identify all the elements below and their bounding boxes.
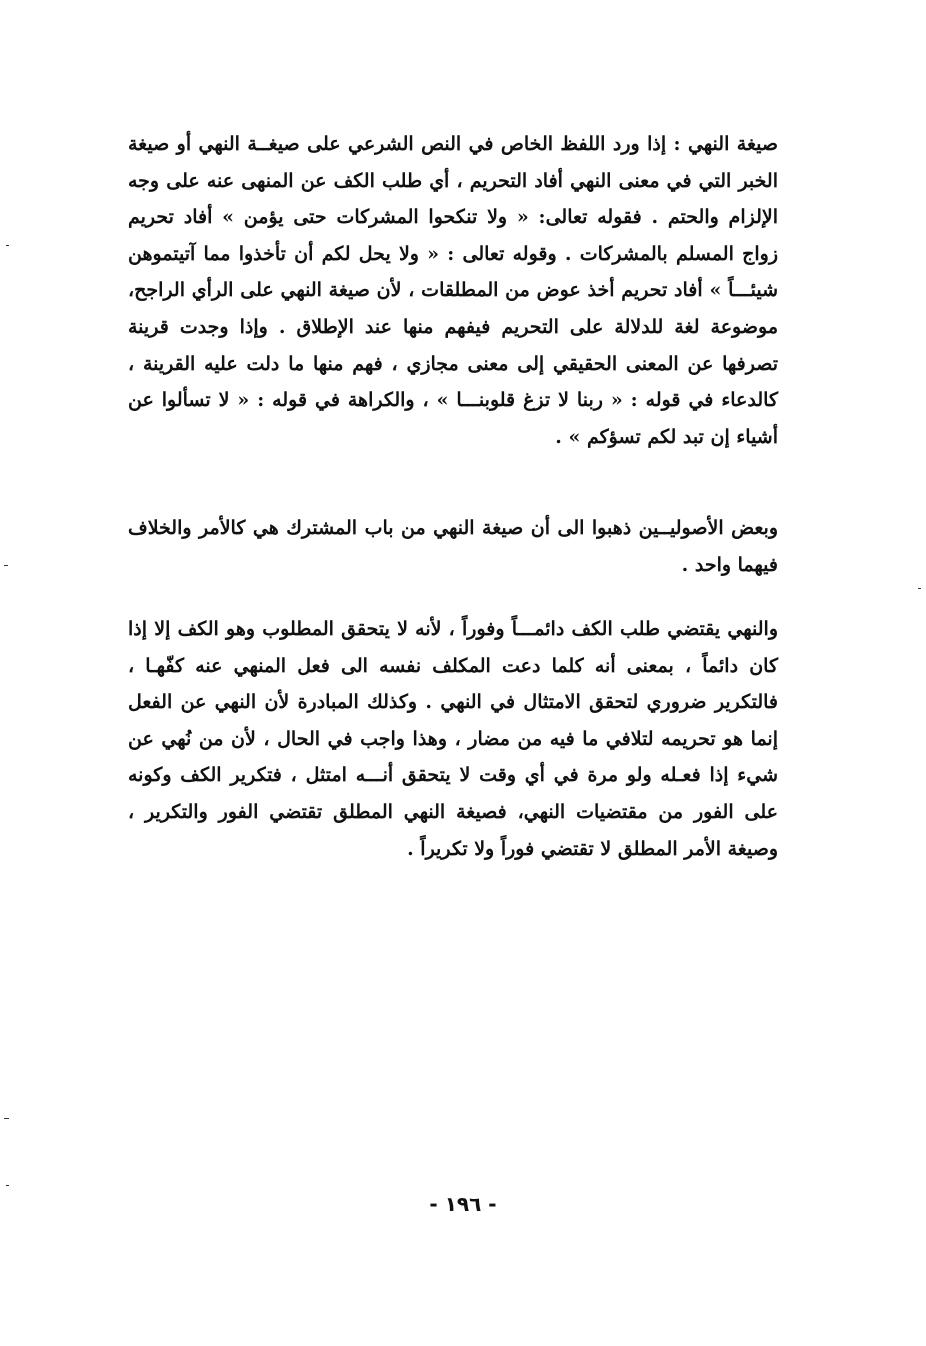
- scan-speck: [918, 588, 921, 589]
- paragraph-body: وبعض الأصوليــين ذهبوا الى أن صيغة النهي من باب المشترك هي كالأمر والخلاف فيهما واحد .: [128, 517, 778, 576]
- scan-speck: [6, 1185, 9, 1186]
- paragraph-body: والنهي يقتضي طلب الكف دائمـــاً وفوراً ، لأنه لا يتحقق المطلوب وهو الكف إلا إذا كان دائماً ، بمعنى أنه كلما دعت المكلف نفسه الى فعل المنهي عنه كفّهـا ، فالتكرير ضروري لتحقق الامتثال في النهي . وكذلك المبادرة لأن النهي عن الفعل إنما هو تحريمه لتلافي ما فيه من مضار ، وهذا واجب في الحال ، لأن من نُهي عن شيء إذا فعـله ولو مرة في أي وقت لا يتحقق أنـــه امتثل ، فتكرير الكف وكونه على الفور من مقتضيات النهي، فصيغة النهي المطلق تقتضي الفور والتكرير ، وصيغة الأمر المطلق لا تقتضي فوراً ولا تكريراً .: [128, 618, 778, 860]
- paragraph-body: إذا ورد اللفظ الخاص في النص الشرعي على صيغــة النهي أو صيغة الخبر التي في معنى النهي أفاد التحريم ، أي طلب الكف عن المنهى عنه على وجه الإلزام والحتم . فقوله تعالى: « ولا تنكحوا المشركات حتى يؤمن » أفاد تحريم زواج المسلم بالمشركات . وقوله تعالى : « ولا يحل لكم أن تأخذوا مما آتيتموهن شيئـــاً » أفاد تحريم أخذ عوض من المطلقات ، لأن صيغة النهي على الرأي الراجح، موضوعة لغة للدلالة على التحريم فيفهم منها عند الإطلاق . وإذا وجدت قرينة تصرفها عن المعنى الحقيقي إلى معنى مجازي ، فهم منها ما دلت عليه القرينة ، كالدعاء في قوله : « ربنا لا تزغ قلوبنـــا » ، والكراهة في قوله : « لا تسألوا عن أشياء إن تبد لكم تسؤكم » .: [128, 133, 778, 448]
- paragraph-kaff: [128, 611, 778, 867]
- scan-speck: [4, 565, 8, 566]
- scan-speck: [4, 1118, 9, 1119]
- section-heading: صيغة النهي :: [673, 133, 779, 155]
- paragraph-text: [128, 126, 778, 455]
- page-number: - ١٩٦ -: [429, 1192, 497, 1216]
- paragraph-nahy-form: [128, 126, 778, 455]
- paragraph-usuliyyin: [128, 510, 778, 583]
- scan-speck: [6, 245, 9, 246]
